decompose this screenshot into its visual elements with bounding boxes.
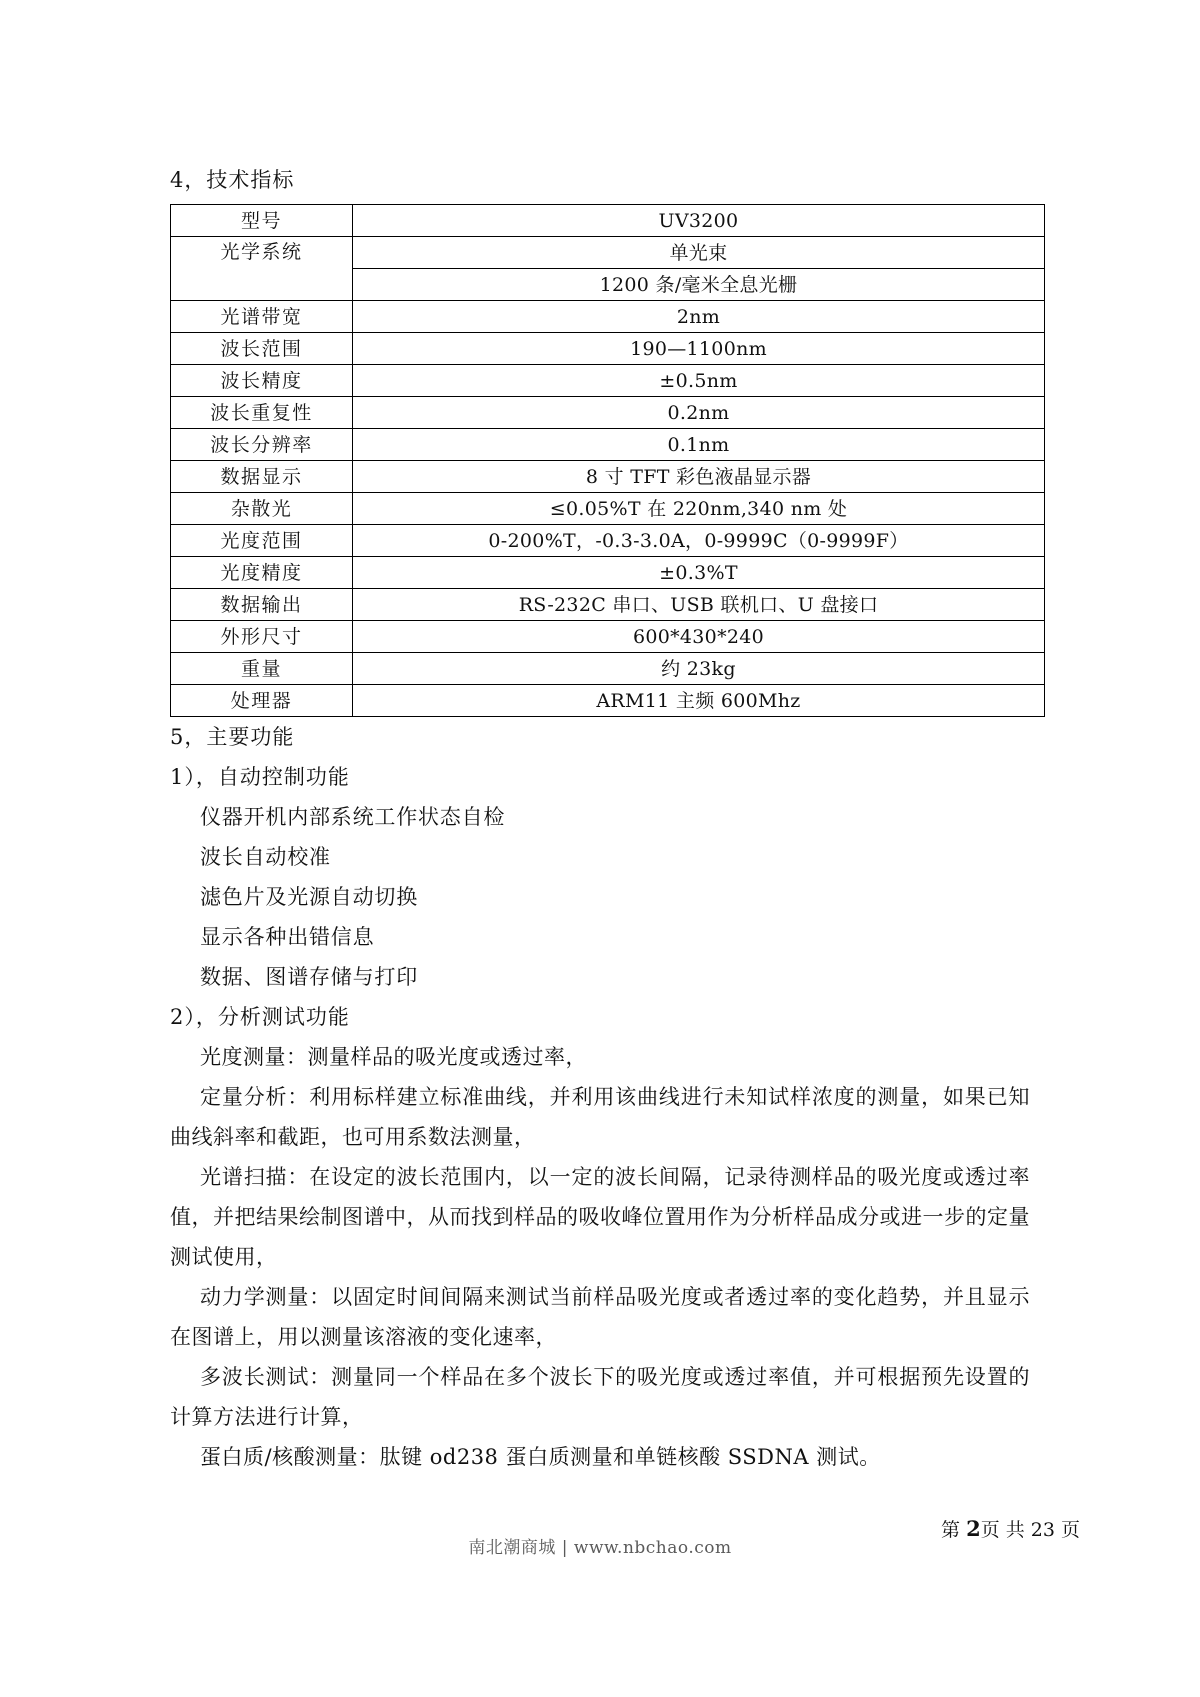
spec-label: 外形尺寸 xyxy=(171,621,353,653)
spec-label: 型号 xyxy=(171,205,353,237)
spec-value: 190—1100nm xyxy=(353,333,1045,365)
list-item: 数据、图谱存储与打印 xyxy=(200,965,418,989)
table-row xyxy=(171,237,1045,269)
spec-label: 杂散光 xyxy=(171,493,353,525)
table-row xyxy=(171,205,1045,237)
spec-label: 光学系统 xyxy=(171,237,353,301)
spec-value: UV3200 xyxy=(353,205,1045,237)
spec-value: 8 寸 TFT 彩色液晶显示器 xyxy=(353,461,1045,493)
table-row xyxy=(171,429,1045,461)
spec-value: 0-200%T，-0.3-3.0A，0-9999C（0-9999F） xyxy=(353,525,1045,557)
spec-value: 1200 条/毫米全息光栅 xyxy=(353,269,1045,301)
table-row xyxy=(171,685,1045,717)
paragraph-quantitative-analysis: 定量分析：利用标样建立标准曲线，并利用该曲线进行未知试样浓度的测量，如果已知曲线斜率和截距，也可用系数法测量， xyxy=(170,1085,1030,1149)
subsection-heading-analysis-test: 2），分析测试功能 xyxy=(170,1005,350,1029)
spec-value: 2nm xyxy=(353,301,1045,333)
list-item: 滤色片及光源自动切换 xyxy=(200,885,418,909)
table-row xyxy=(171,333,1045,365)
spec-value: 约 23kg xyxy=(353,653,1045,685)
spec-value: RS-232C 串口、USB 联机口、U 盘接口 xyxy=(353,589,1045,621)
site-watermark: 南北潮商城 | www.nbchao.com xyxy=(468,1538,732,1558)
spec-label: 处理器 xyxy=(171,685,353,717)
paragraph-kinetics-measurement: 动力学测量：以固定时间间隔来测试当前样品吸光度或者透过率的变化趋势，并且显示在图谱上，用以测量该溶液的变化速率， xyxy=(170,1285,1030,1349)
spec-value: ≤0.05%T 在 220nm,340 nm 处 xyxy=(353,493,1045,525)
spec-label: 重量 xyxy=(171,653,353,685)
paragraph-protein-nucleic-acid: 蛋白质/核酸测量：肽键 od238 蛋白质测量和单链核酸 SSDNA 测试。 xyxy=(200,1445,881,1469)
table-row xyxy=(171,653,1045,685)
spec-label: 波长范围 xyxy=(171,333,353,365)
spec-label: 光谱带宽 xyxy=(171,301,353,333)
spec-label: 数据输出 xyxy=(171,589,353,621)
table-row xyxy=(171,461,1045,493)
paragraph-spectrum-scan: 光谱扫描：在设定的波长范围内，以一定的波长间隔，记录待测样品的吸光度或透过率值，并把结果绘制图谱中，从而找到样品的吸收峰位置用作为分析样品成分或进一步的定量测试使用， xyxy=(170,1165,1030,1269)
spec-label: 波长分辨率 xyxy=(171,429,353,461)
spec-label: 数据显示 xyxy=(171,461,353,493)
page-number-suffix: 页 共 23 页 xyxy=(980,1519,1080,1541)
table-row xyxy=(171,493,1045,525)
spec-value: 0.1nm xyxy=(353,429,1045,461)
spec-value: 单光束 xyxy=(353,237,1045,269)
table-row xyxy=(171,397,1045,429)
table-row xyxy=(171,301,1045,333)
spec-label: 波长精度 xyxy=(171,365,353,397)
paragraph-multi-wavelength-test: 多波长测试：测量同一个样品在多个波长下的吸光度或透过率值，并可根据预先设置的计算方法进行计算， xyxy=(170,1365,1030,1429)
spec-label: 波长重复性 xyxy=(171,397,353,429)
list-item: 波长自动校准 xyxy=(200,845,331,869)
table-row xyxy=(171,525,1045,557)
page-number-value: 2 xyxy=(966,1516,981,1541)
subsection-heading-auto-control: 1），自动控制功能 xyxy=(170,765,350,789)
table-row xyxy=(171,557,1045,589)
technical-specification-table xyxy=(170,204,1045,717)
section-heading-main-functions: 5，主要功能 xyxy=(170,725,295,749)
table-row xyxy=(171,621,1045,653)
spec-value: ±0.3%T xyxy=(353,557,1045,589)
list-item: 仪器开机内部系统工作状态自检 xyxy=(200,805,506,829)
table-row xyxy=(171,589,1045,621)
spec-value: ±0.5nm xyxy=(353,365,1045,397)
spec-value: 0.2nm xyxy=(353,397,1045,429)
spec-value: ARM11 主频 600Mhz xyxy=(353,685,1045,717)
page-number-prefix: 第 xyxy=(941,1519,967,1541)
paragraph-photometric-measurement: 光度测量：测量样品的吸光度或透过率， xyxy=(200,1045,587,1069)
spec-table-body xyxy=(171,205,1045,717)
spec-value: 600*430*240 xyxy=(353,621,1045,653)
spec-label: 光度精度 xyxy=(171,557,353,589)
list-item: 显示各种出错信息 xyxy=(200,925,375,949)
table-row xyxy=(171,365,1045,397)
page-content xyxy=(170,160,1030,1477)
spec-label: 光度范围 xyxy=(171,525,353,557)
section-heading-technical-specs: 4，技术指标 xyxy=(170,168,295,192)
